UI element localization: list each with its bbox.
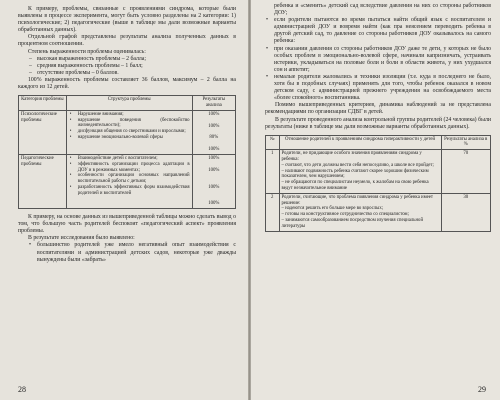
severity-levels-list [18,56,236,77]
findings-list [18,242,236,263]
list-item: • Взаимодействие детей с воспитателем; [69,155,158,161]
list-item: • особенности организации основных направлений воспитательной работы с детьми; [69,173,190,185]
list-item: • если родители пытаются во время пытаться найти общий язык с воспитателем и администрацией ДОУ и вовремя найти (как пра неясением переводить ребенка в другой детский сад, то давление со стороны работников ДОУ оказывалось на самого ребенка: [266,17,491,45]
table-row [266,150,491,194]
list-item: • немалые родители жаловались и техники изоляции (т.е. куда в последнего не было, хотя бы в подобных случаях) применять для того, чтобы ребенок оказался в новом детском саду, с администрацией прежнего учреждения на освобождаемого места «более спокойного» воспитанника. [266,73,491,102]
right-top-list [265,3,491,102]
table-row [19,154,236,208]
table-header: Категория проблемы [19,96,67,111]
list-item: – высокая выраженность проблемы – 2 балла; [29,55,146,62]
list-item: – готовы на конструктивное сотрудничество со специалистом; [281,212,409,218]
list-item: – надеются решить его больше мере во взрослых; [281,206,384,212]
list-item: • Нарушение внимания; [69,111,124,117]
list-item: – считают, что дети должны вести себя непоседливо, а школе все пройдет; [281,162,434,168]
list-item: • дисфункция общения со сверстниками и взрослыми; [69,129,186,135]
table-cell-category: Психологические проблемы [19,110,67,154]
right-text-column [265,3,491,232]
table-cell-number: 1 [266,150,280,194]
right-paragraph-1: Помимо вышеприведенных критериев, динамика наблюдений за не представлена рекомендациями по организации СДВГ в детей. [265,102,491,116]
table-header: Результаты анализа в % [441,135,491,150]
table-row [266,193,491,231]
list-item: – отсутствие проблемы – 0 баллов. [29,69,119,76]
problems-table [18,95,236,209]
list-item: • разработанность эффективных форм взаимодействия родителей и воспитателей [69,184,190,196]
table-cell-structure [66,154,192,208]
table-header: Структура проблемы [66,96,192,111]
table-header-row [266,135,491,150]
right-paragraph-2: В результате проведенного анализа контрольной группы родителей (24 человека) были результаты (ниже в таблице мы дали возможные варианты обработанных данных). [265,116,491,130]
table-cell-attitude: Родители, считающие, что проблема появления синдрома у ребенка имеет решение: – надеются решить его больше мере во взрослых; – готовы на конструктивное сотрудничество со специалистом; – занимаются самообразованием посредством изучения специальной литературы [279,193,441,231]
table-row [19,110,236,154]
table-cell-category: Педагогические проблемы [19,154,67,208]
list-item: – средняя выраженность проблемы – 1 балл; [29,62,143,69]
list-item: • большинство родителей уже имело негативный опыт взаимодействия с воспитателями и администрацией детских садов, некоторые уже дважды вынуждены были «забрать» [29,242,236,263]
table-header: Отношение родителей к проявлениям синдрома гиперактивности у детей [279,135,441,150]
left-paragraph-3: Степень выраженности проблемы оценивалась: [28,48,146,55]
table-cell-number: 2 [266,193,280,231]
right-page [251,0,500,400]
left-page [0,0,248,400]
table-cell-values: 100% 100% 100% 100% [192,154,235,208]
list-item: • при оказании давления со стороны работников ДОУ даже те дети, у которых не было особых проблем в эмоционально-волевой сфере, начинали капризничать, устраивать истерики, укладываться на половые боли и боли в области живота, у них ухудшался сон и аппетит; [266,45,491,73]
table-cell-values: 100% 100% 80% 100% [192,110,235,154]
left-paragraph-4: 100% выраженность проблемы составляет 36 баллов, максимум – 2 балла на каждого из 12 детей. [18,76,236,91]
left-text-column [18,6,236,264]
page-number: 29 [478,385,486,394]
list-item: • нарушение поведения (беспокойство жизнедеятельности); [69,117,190,129]
list-item: ребенка и «сменить» детский сад вследствие давления на них со стороны работников ДОУ; [274,3,491,17]
left-paragraph-5: К примеру, на основе данных из вышеприведенной таблицы можно сделать вывод о том, что большую часть родителей беспокоит «педагогический аспект» проявления проблемы. [18,214,236,235]
list-item: • нарушение эмоционально-волевой сферы [69,134,163,140]
list-item: – наливают подвижность ребенка считают скорее хорошим физическим показателем, чем нарушением; [281,168,429,180]
table-header-row [19,96,236,111]
list-item: • эффективность организации процесса адаптации в ДОУ и в режимных моментах; [69,161,190,173]
table-cell-value: 70 [441,150,491,194]
left-paragraph-1: К примеру, проблемы, связанные с проявлениями синдрома, которые были выявлены в процессе эксперимента, могут быть условно разделены на 2 категории: 1) психологические; 2) педагогические (выше в таблице мы дали возможные варианты обработанных данных). [18,6,236,34]
table-cell-value: 30 [441,193,491,231]
table-cell-structure [66,110,192,154]
list-item: – занимаются самообразованием посредством изучения специальной литературы [281,218,424,229]
page-number: 28 [18,385,26,394]
left-paragraph-6: В результате исследования было выявлено: [28,235,135,242]
table-header: Результаты анализа [192,96,235,111]
list-item: – не обращаются по специалистам неумело, к жалобам на свою ребенка ведут незначительное внимание [281,180,429,192]
table-header: № [266,135,280,150]
parents-attitude-table [265,135,491,232]
left-paragraph-2: Отдельной графой представлены результаты анализа полученных данных в процентном соотношении. [18,34,236,48]
table-cell-attitude: Родители, не придающие особого значения проявлениям синдрома у ребенка: – считают, что дети должны вести себя непоседливо, а школе все пройдет; – наливают подвижность ребенка считают скорее хорошим физическим показателем, чем нарушением; – не обращаются по специалистам неумело, к жалобам на свою ребенка ведут незначительное внимание [279,150,441,194]
